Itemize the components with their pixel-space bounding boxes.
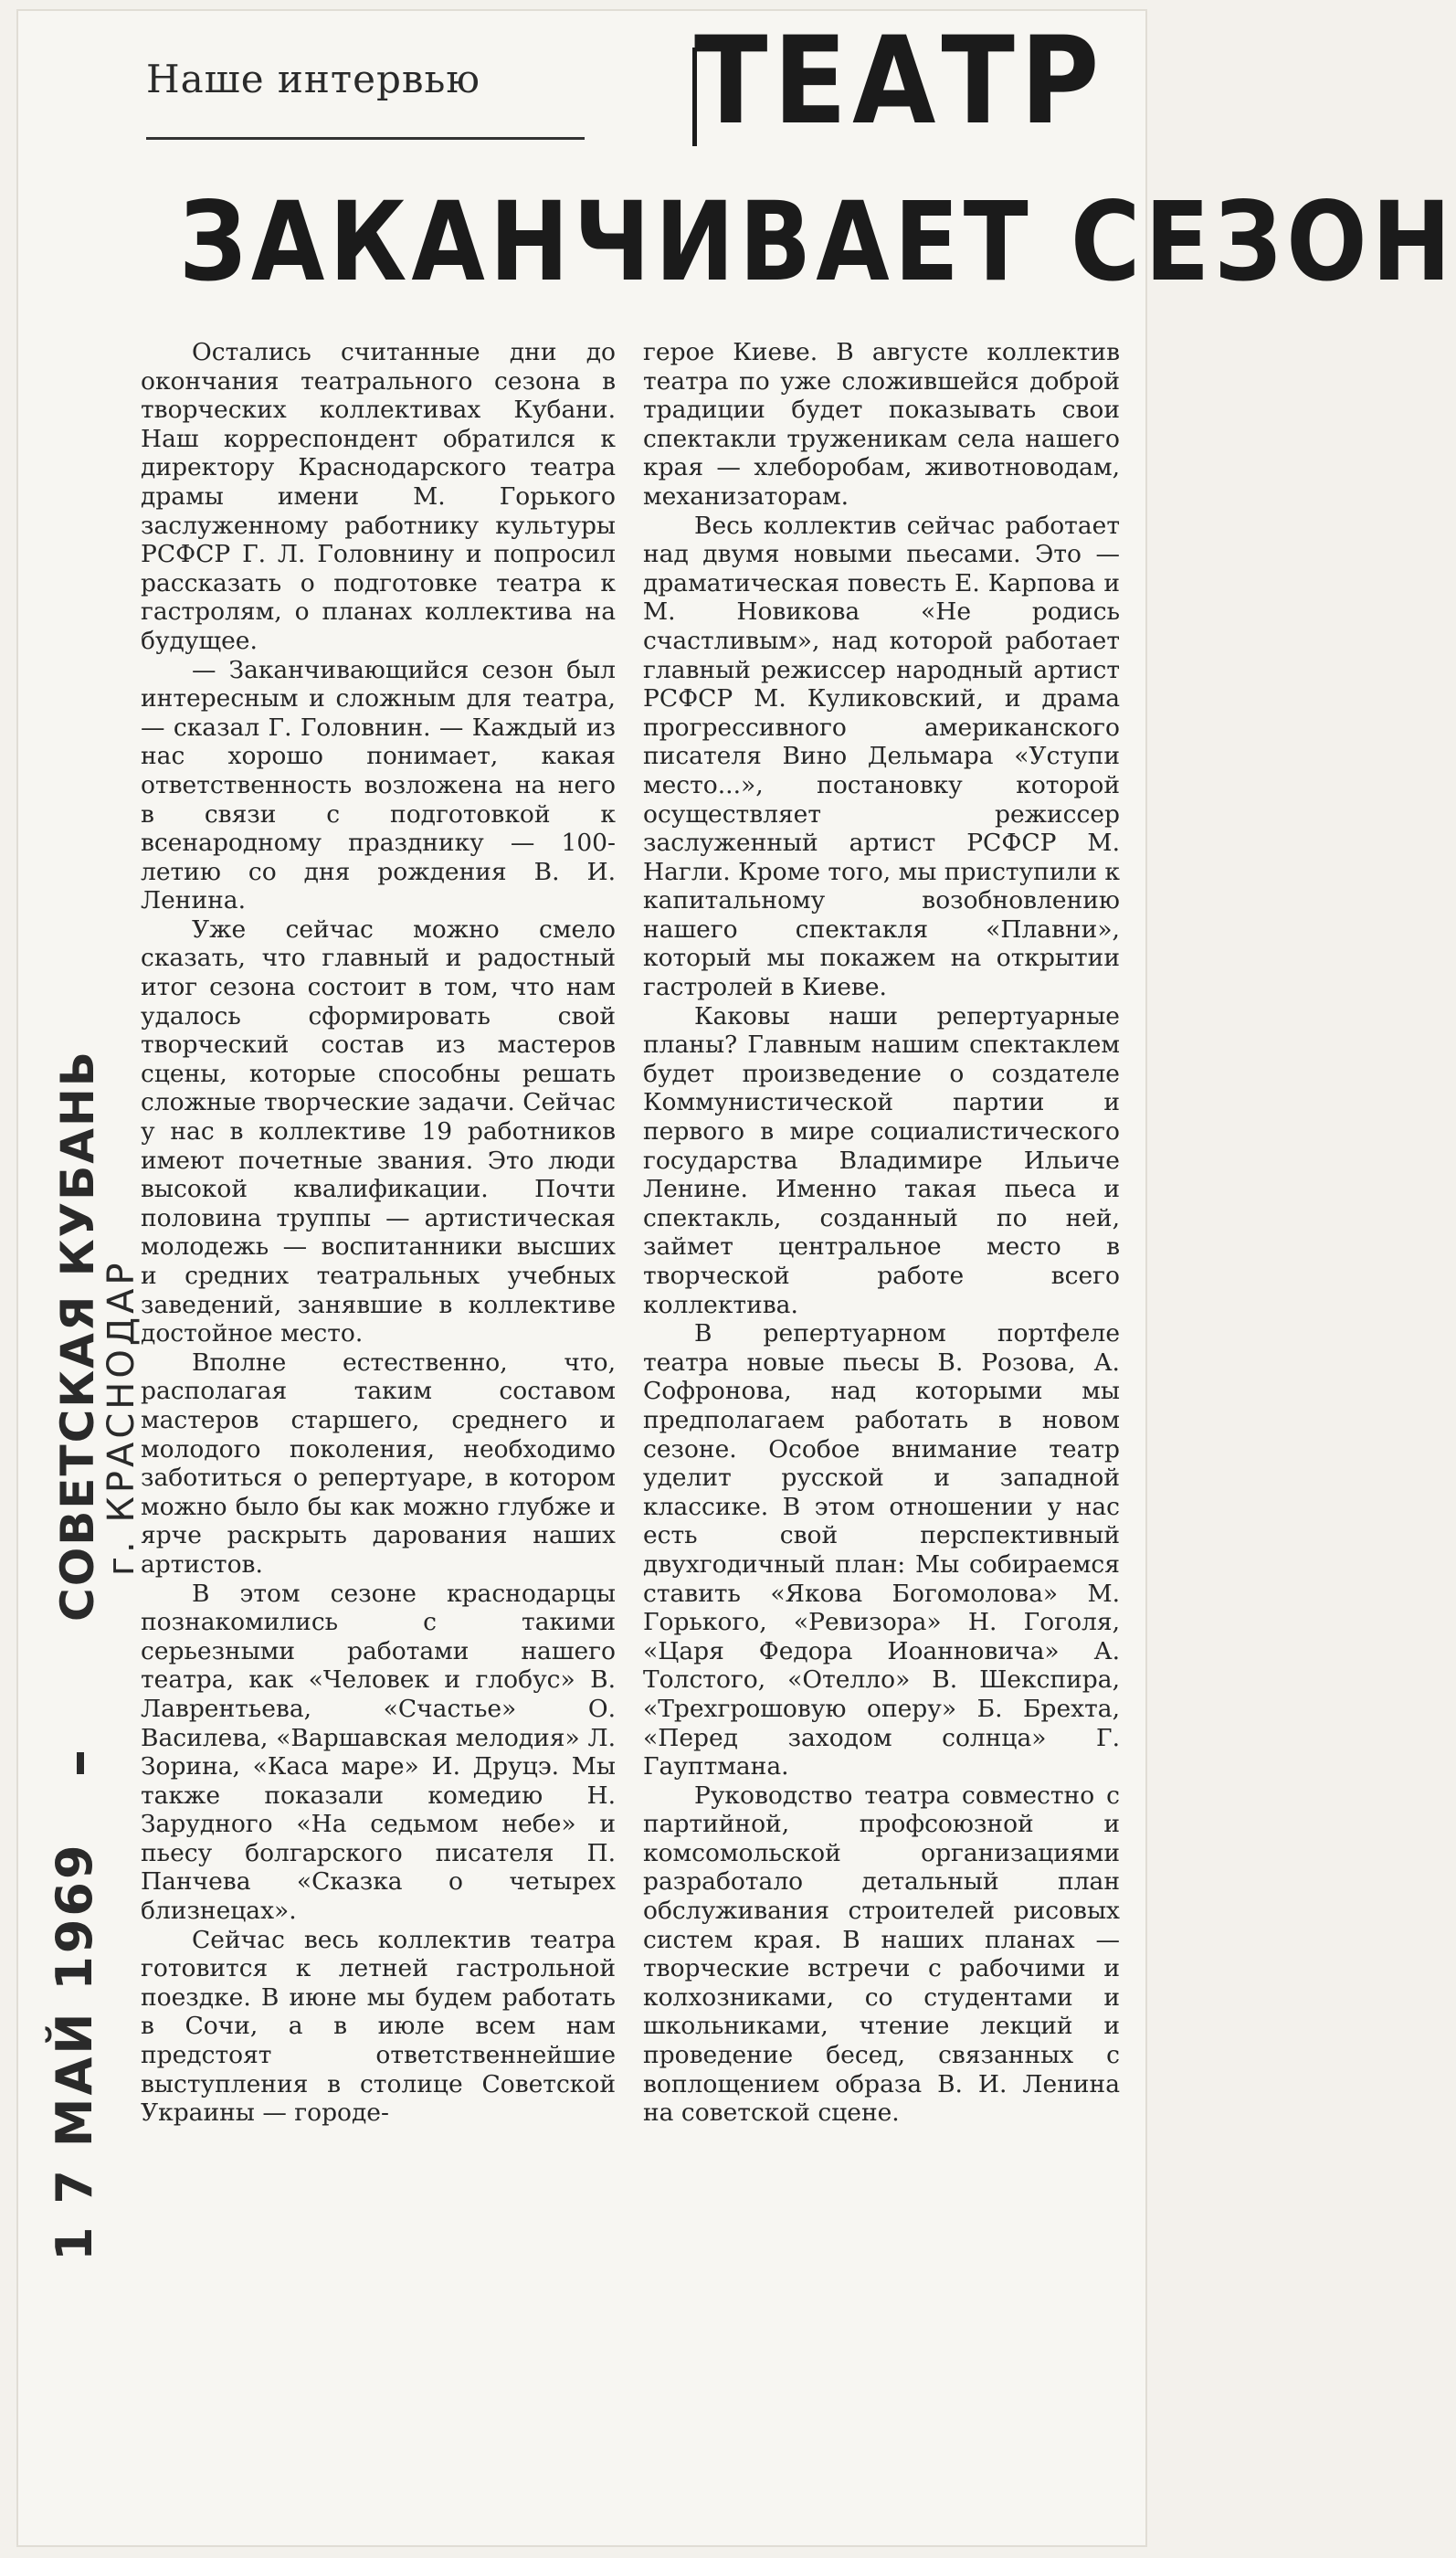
- stamp-city: г. КРАСНОДАР: [100, 1259, 142, 1576]
- stamp-date: 1 7 МАЙ 1969: [46, 1842, 103, 2261]
- article-column-left: [141, 338, 616, 2128]
- paragraph: Руководство театра совместно с партийной, профсоюзной и комсомольской организациями разработало детальный план обслуживания строителей рисовых систем края. В наших планах — творческие встречи с рабочими и колхозниками, со студентами и школьниками, чтение лекций и проведение бесед, связанных с воплощением образа В. И. Ленина на советской сцене.: [643, 1781, 1120, 2128]
- headline-line-2: ЗАКАНЧИВАЕТ СЕЗОН: [179, 177, 1456, 306]
- paragraph: В репертуарном портфеле театра новые пьесы В. Розова, А. Софронова, над которыми мы предполагаем работать в новом сезоне. Особое внимание театр уделит русской и западной классике. В этом отношении у нас есть свой перспективный двухгодичный план: Мы собираемся ставить «Якова Богомолова» М. Горького, «Ревизора» Н. Гоголя, «Царя Федора Иоанновича» А. Толстого, «Отелло» В. Шекспира, «Трехгрошовую оперу» Б. Брехта, «Перед заходом солнца» Г. Гауптмана.: [643, 1319, 1120, 1781]
- stamp-newspaper-name: СОВЕТСКАЯ КУБАНЬ: [51, 1050, 104, 1622]
- paragraph: Каковы наши репертуарные планы? Главным нашим спектаклем будет произведение о создателе Коммунистической партии и первого в мире социалистического государства Владимире Ильиче Ленине. Именно такая пьеса и спектакль, созданный по ней, займет центральное место в творческой работе всего коллектива.: [643, 1001, 1120, 1319]
- headline-line-1: ТЕАТР: [694, 9, 1105, 152]
- paragraph: Вполне естественно, что, располагая таким составом мастеров старшего, среднего и молодого поколения, необходимо заботиться о репертуаре, в котором можно было бы как можно глубже и ярче раскрыть дарования наших артистов.: [141, 1348, 616, 1579]
- paragraph: герое Киеве. В августе коллектив театра по уже сложившейся доброй традиции будет показывать свои спектакли труженикам села нашего края — хлеборобам, животноводам, механизаторам.: [643, 338, 1120, 511]
- article-column-right: [643, 338, 1120, 2128]
- paragraph: Уже сейчас можно смело сказать, что главный и радостный итог сезона состоит в том, что нам удалось сформировать свой творческий состав из мастеров сцены, которые способны решать сложные творческие задачи. Сейчас у нас в коллективе 19 работников имеют почетные звания. Это люди высокой квалификации. Почти половина труппы — артистическая молодежь — воспитанники высших и средних театральных учебных заведений, занявшие в коллективе достойное место.: [141, 914, 616, 1348]
- paragraph: Весь коллектив сейчас работает над двумя новыми пьесами. Это — драматическая повесть Е. Карпова и М. Новикова «Не родись счастливым», над которой работает главный режиссер народный артист РСФСР М. Куликовский, и драма прогрессивного американского писателя Вино Дельмара «Уступи место...», постановку которой осуществляет режиссер заслуженный артист РСФСР М. Нагли. Кроме того, мы приступили к капитальному возобновлению нашего спектакля «Плавни», который мы покажем на открытии гастролей в Киеве.: [643, 511, 1120, 1002]
- stamp-separator: [77, 1752, 84, 1774]
- paragraph: Сейчас весь коллектив театра готовится к летней гастрольной поездке. В июне мы будем работать в Сочи, а в июле всем нам предстоят ответственнейшие выступления в столице Советской Украины — городе-: [141, 1925, 616, 2128]
- paragraph: В этом сезоне краснодарцы познакомились с такими серьезными работами нашего театра, как «Человек и глобус» В. Лаврентьева, «Счастье» О. Василева, «Варшавская мелодия» Л. Зорина, «Каса маре» И. Друцэ. Мы также показали комедию Н. Зарудного «На седьмом небе» и пьесу болгарского писателя П. Панчева «Сказка о четырех близнецах».: [141, 1579, 616, 1926]
- paragraph: — Заканчивающийся сезон был интересным и сложным для театра, — сказал Г. Головнин. — Каждый из нас хорошо понимает, какая ответственность возложена на него в связи с подготовкой к всенародному празднику — 100-летию со дня рождения В. И. Ленина.: [141, 655, 616, 915]
- rubric-underline: [146, 137, 585, 140]
- paragraph: Остались считанные дни до окончания театрального сезона в творческих коллективах Кубани. Наш корреспондент обратился к директору Краснодарского театра драмы имени М. Горького заслуженному работнику культуры РСФСР Г. Л. Головнину и попросил рассказать о подготовке театра к гастролям, о планах коллектива на будущее.: [141, 338, 616, 655]
- rubric-label: Наше интервью: [146, 57, 480, 101]
